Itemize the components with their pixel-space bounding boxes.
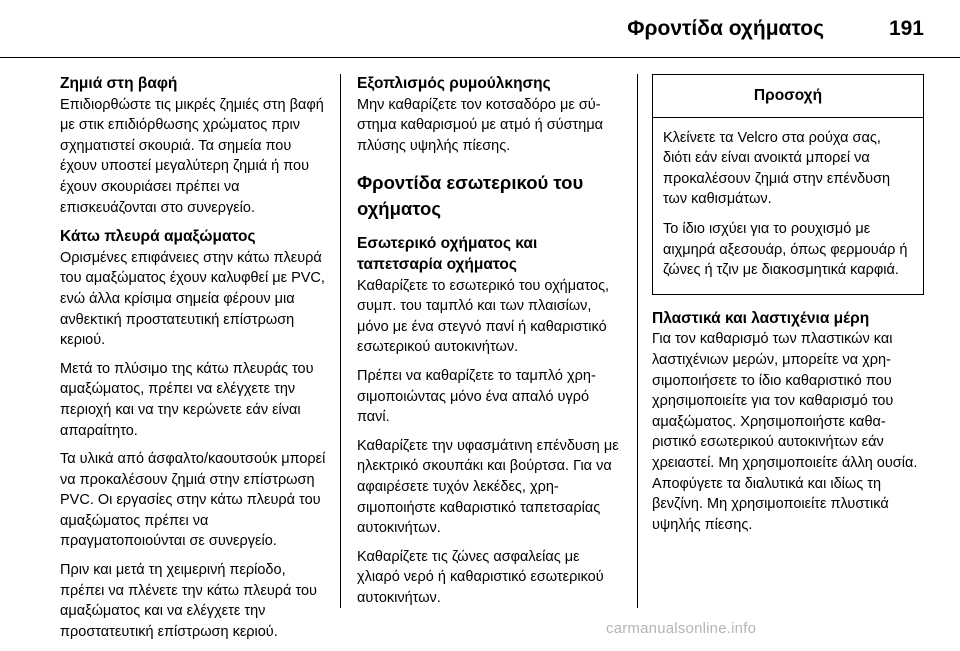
paragraph: Καθαρίζετε τις ζώνες ασφαλείας με χλιαρό νερό ή καθαριστικό εσωτερικού αυτοκινήτων. [357,548,604,606]
paragraph: Πρέπει να καθαρίζετε το ταμπλό χρησιμοποιώντας μόνο ένα απαλό υγρό πανί. [357,367,596,426]
paragraph: Τα υλικά από άσφαλτο/καουτσούκ μπορεί να προκαλέσουν ζημιά στην επίστρωση PVC. Οι εργασίες στην κάτω πλευρά του αμαξώματος πρέπει να πραγματοποιούνται σε συνεργείο. [60,451,326,550]
paragraph: Το ίδιο ισχύει για το ρουχισμό με αιχμηρά αξεσουάρ, όπως φερμουάρ ή ζώνες ή τζιν με διακοσμητικά καρφιά. [663,220,908,279]
page-header [0,0,960,58]
section-heading: Κάτω πλευρά αμαξώματος [60,228,256,246]
section-heading: Ζημιά στη βαφή [60,75,178,92]
section-towing [357,74,625,156]
caution-box [652,74,924,295]
paragraph: Κλείνετε τα Velcro στα ρούχα σας, διότι εάν είναι ανοικτά μπορεί να προκαλέσουν ζημιά στην επένδυση των καθισμάτων. [663,129,891,208]
header-divider [0,57,960,58]
page-title: Φροντίδα οχήματος [627,17,824,40]
paragraph: Καθαρίζετε την υφασμάτινη επένδυση με ηλεκτρικό σκουπάκι και βούρτσα. Για να αφαιρέσετε τυχόν λεκέδες, χρησιμοποιήστε καθαριστικό ταπετσαρίας αυτοκινήτων. [357,437,619,537]
section-heading: Εξοπλισμός ρυμούλκησης [357,75,551,92]
page-number: 191 [888,17,924,40]
column-right [652,74,924,544]
section-heading: Πλαστικά και λαστιχένια μέρη [652,309,870,327]
paragraph: Ορισμένες επιφάνειες στην κάτω πλευρά του αμαξώματος έχουν καλυφθεί με PVC, ενώ άλλα κρίσιμα σημεία φέρουν μια ανθεκτική προστατευτική επίστρωση κεριού. [60,249,325,349]
column-divider-right [637,74,638,608]
paragraph: Για τον καθαρισμό των πλαστικών και λαστιχένιων μερών, μπορείτε να χρησιμοποιήσετε το ίδιο καθαριστικό που χρησιμοποιείτε για τον καθαρισμό του αμαξώματος. Χρησιμοποιήστε καθαριστικό εσωτερικού αυτοκινήτων εάν χρειαστεί. Μη χρησιμοποιείτε άλλη ουσία. Αποφύγετε τα διαλυτικά και ιδίως τη βενζίνη. Μη χρησιμοποιείτε πλυστικά υψηλής πίεσης. [652,331,918,533]
column-divider-left [340,74,341,608]
section-interior-upholstery [357,234,625,608]
paragraph: Μετά το πλύσιμο της κάτω πλευράς του αμαξώματος, πρέπει να ελέγχετε την περιοχή και να την κερώνετε εάν είναι απαραίτητο. [60,360,314,439]
watermark: carmanualsonline.info [606,620,757,637]
caution-body [653,118,923,294]
paragraph: Πριν και μετά τη χειμερινή περίοδο, πρέπει να πλένετε την κάτω πλευρά του αμαξώματος και να ελέγχετε την προστατευτική επίστρωση κεριού. [60,562,317,640]
caution-title: Προσοχή [653,75,923,118]
paragraph: Μην καθαρίζετε τον κοτσαδόρο με σύστημα καθαρισμού με ατμό ή σύστημα πλύσης υψηλής πίεσης. [357,96,604,154]
paragraph: Επιδιορθώστε τις μικρές ζημιές στη βαφή με στικ επιδιόρθωσης χρώματος πριν σχηματιστεί σκουριά. Τα σημεία που έχουν υποστεί μεγαλύτερη ζημιά ή που έχουν σκουριάσει πρέπει να επισκευάζονται στο συνεργείο. [60,96,324,216]
chapter-heading: Φροντίδα εσωτερικού του οχήματος [357,172,584,220]
column-left [60,74,328,651]
section-underbody [60,227,328,642]
section-plastic-rubber [652,309,924,536]
column-middle [357,74,625,617]
paragraph: Καθαρίζετε το εσωτερικό του οχήματος, συμπ. του ταμπλό και των πλαισίων, μόνο με ένα στεγνό πανί ή καθαριστικό εσωτερικού αυτοκινήτων. [357,277,610,356]
section-paint-damage [60,74,328,218]
section-heading: Εσωτερικό οχήματος και ταπετσαρία οχήματος [357,235,538,273]
